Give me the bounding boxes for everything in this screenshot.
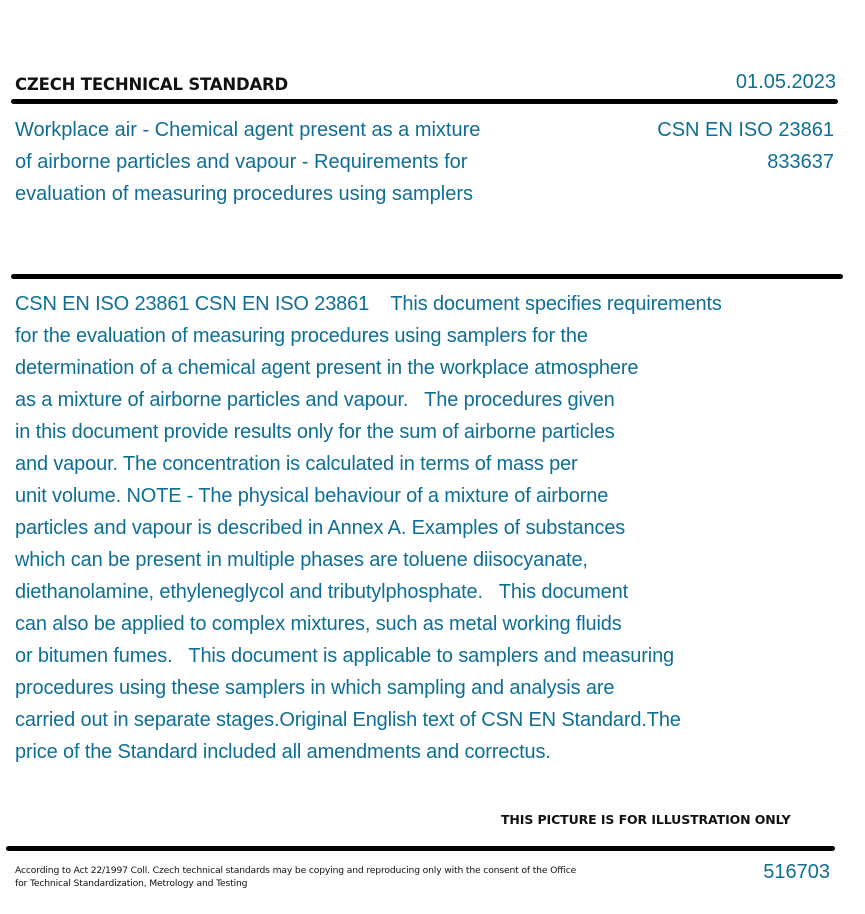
description-line: particles and vapour is described in Annex A. Examples of substances — [15, 517, 626, 539]
footer-code: 516703 — [763, 861, 830, 883]
title-line: evaluation of measuring procedures using samplers — [15, 183, 474, 205]
description-line: as a mixture of airborne particles and vapour. The procedures given — [15, 389, 615, 411]
legal-line: for Technical Standardization, Metrology and Testing — [15, 878, 248, 889]
description-line: in this document provide results only for the sum of airborne particles — [15, 421, 615, 443]
description-line: price of the Standard included all amendments and correctus. — [15, 741, 551, 763]
description-line: for the evaluation of measuring procedures using samplers for the — [15, 325, 588, 347]
description-line: unit volume. NOTE - The physical behaviour of a mixture of airborne — [15, 485, 609, 507]
title-line: of airborne particles and vapour - Requirements for — [15, 151, 468, 173]
header-divider — [11, 99, 838, 104]
description-line: which can be present in multiple phases are toluene diisocyanate, — [15, 549, 588, 571]
description-line: determination of a chemical agent present in the workplace atmosphere — [15, 357, 639, 379]
title-line: Workplace air - Chemical agent present as a mixture — [15, 119, 481, 141]
legal-line: According to Act 22/1997 Coll. Czech technical standards may be copying and reproducing only with the consent of the Office — [15, 865, 577, 876]
illustration-disclaimer: THIS PICTURE IS FOR ILLUSTRATION ONLY — [501, 812, 791, 827]
description-line: diethanolamine, ethyleneglycol and tributylphosphate. This document — [15, 581, 629, 603]
footer-divider — [6, 846, 835, 851]
publication-date: 01.05.2023 — [735, 71, 836, 93]
description-line: procedures using these samplers in which sampling and analysis are — [15, 677, 615, 699]
standard-title — [15, 114, 555, 210]
legal-notice — [15, 864, 576, 890]
document-type-label: CZECH TECHNICAL STANDARD — [15, 75, 289, 94]
catalog-number: 833637 — [767, 151, 834, 173]
description-line: and vapour. The concentration is calculated in terms of mass per — [15, 453, 578, 475]
standard-description — [15, 288, 722, 768]
standard-designation: CSN EN ISO 23861 — [657, 119, 834, 141]
section-divider — [11, 274, 843, 279]
standard-identifiers — [657, 114, 834, 178]
description-line: can also be applied to complex mixtures, such as metal working fluids — [15, 613, 622, 635]
description-line: or bitumen fumes. This document is applicable to samplers and measuring — [15, 645, 675, 667]
description-line: carried out in separate stages.Original English text of CSN EN Standard.The — [15, 709, 681, 731]
description-line: CSN EN ISO 23861 CSN EN ISO 23861 This document specifies requirements — [15, 293, 722, 315]
